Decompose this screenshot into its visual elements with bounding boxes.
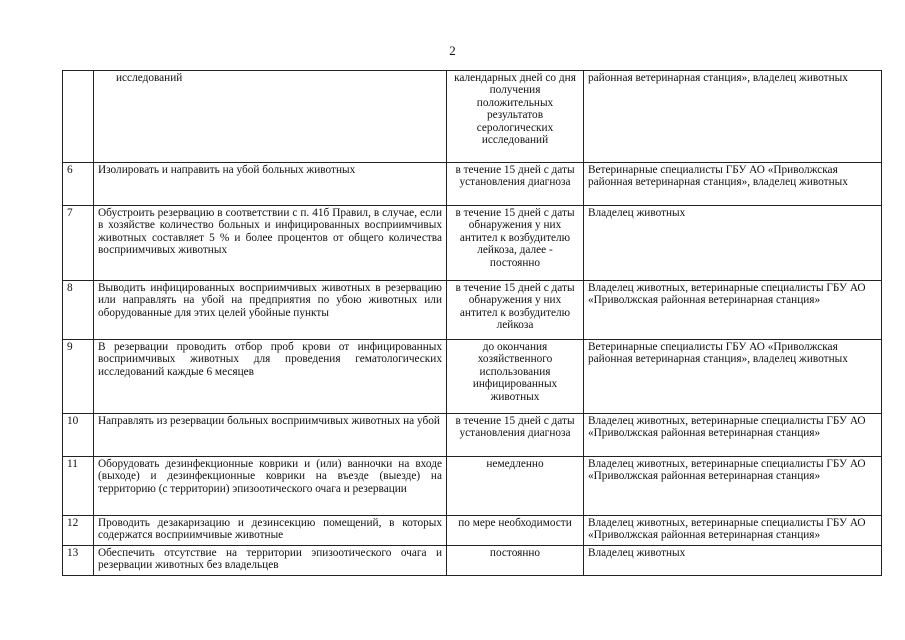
row-responsible: Владелец животных	[584, 546, 882, 576]
row-term: до окончания хозяйственного использования инфицированных животных	[447, 340, 584, 414]
row-responsible: Владелец животных, ветеринарные специалисты ГБУ АО «Приволжская районная ветеринарная станция»	[584, 281, 882, 340]
row-number: 8	[63, 281, 94, 340]
page-number: 2	[449, 43, 456, 58]
row-responsible: Ветеринарные специалисты ГБУ АО «Приволжская районная ветеринарная станция», владелец животных	[584, 163, 882, 206]
row-responsible: районная ветеринарная станция», владелец животных	[584, 71, 882, 163]
row-term: в течение 15 дней с даты обнаружения у них антител к возбудителю лейкоза	[447, 281, 584, 340]
row-responsible: Ветеринарные специалисты ГБУ АО «Приволжская районная ветеринарная станция», владелец животных	[584, 340, 882, 414]
row-term: в течение 15 дней с даты установления диагноза	[447, 163, 584, 206]
table-row	[63, 163, 882, 206]
row-number: 13	[63, 546, 94, 576]
row-action: В резервации проводить отбор проб крови от инфицированных восприимчивых животных для проведения гематологических исследований каждые 6 месяцев	[94, 340, 447, 414]
table-row	[63, 414, 882, 457]
row-number: 6	[63, 163, 94, 206]
row-action: Проводить дезакаризацию и дезинсекцию помещений, в которых содержатся восприимчивые животные	[94, 516, 447, 546]
row-responsible: Владелец животных, ветеринарные специалисты ГБУ АО «Приволжская районная ветеринарная станция»	[584, 516, 882, 546]
row-term: календарных дней со дня получения положительных результатов серологических исследований	[447, 71, 584, 163]
row-term: немедленно	[447, 457, 584, 516]
row-term: в течение 15 дней с даты обнаружения у них антител к возбудителю лейкоза, далее - постоянно	[447, 206, 584, 281]
row-action: Выводить инфицированных восприимчивых животных в резервацию или направлять на убой на предприятия по убою животных или оборудованные для этих целей убойные пункты	[94, 281, 447, 340]
row-responsible: Владелец животных, ветеринарные специалисты ГБУ АО «Приволжская районная ветеринарная станция»	[584, 457, 882, 516]
row-responsible: Владелец животных	[584, 206, 882, 281]
table-row	[63, 516, 882, 546]
row-number: 11	[63, 457, 94, 516]
row-term: в течение 15 дней с даты установления диагноза	[447, 414, 584, 457]
table-row	[63, 206, 882, 281]
row-action: Обустроить резервацию в соответствии с п. 41б Правил, в случае, если в хозяйстве количество больных и инфицированных восприимчивых животных составляет 5 % и более процентов от общего количества восприимчивых животных	[94, 206, 447, 281]
row-number: 9	[63, 340, 94, 414]
row-responsible: Владелец животных, ветеринарные специалисты ГБУ АО «Приволжская районная ветеринарная станция»	[584, 414, 882, 457]
measures-table	[62, 70, 882, 576]
row-term: постоянно	[447, 546, 584, 576]
row-action: Направлять из резервации больных восприимчивых животных на убой	[94, 414, 447, 457]
table-row	[63, 281, 882, 340]
row-action: Изолировать и направить на убой больных животных	[94, 163, 447, 206]
row-action: Обеспечить отсутствие на территории эпизоотического очага и резервации животных без владельцев	[94, 546, 447, 576]
table-row	[63, 546, 882, 576]
row-number: 7	[63, 206, 94, 281]
row-action: Оборудовать дезинфекционные коврики и (или) ванночки на входе (выходе) и дезинфекционные коврики на въезде (выезде) на территорию (с территории) эпизоотического очага и резервации	[94, 457, 447, 516]
row-number	[63, 71, 94, 163]
row-term: по мере необходимости	[447, 516, 584, 546]
table-row	[63, 457, 882, 516]
row-number: 12	[63, 516, 94, 546]
row-action: исследований	[94, 71, 447, 163]
table-row	[63, 340, 882, 414]
table-row	[63, 71, 882, 163]
row-number: 10	[63, 414, 94, 457]
